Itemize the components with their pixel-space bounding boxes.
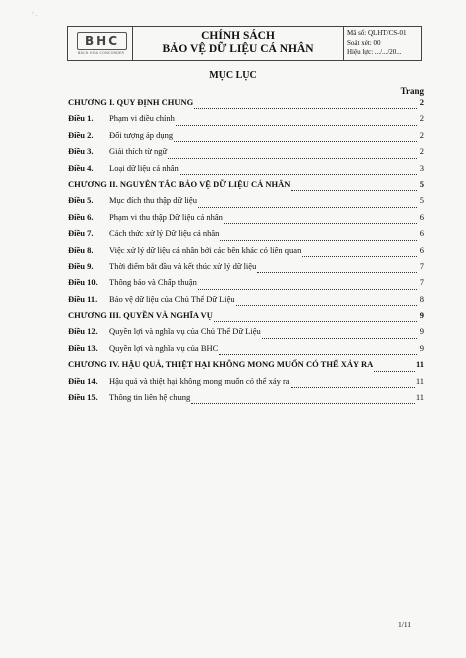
toc-leader-dots xyxy=(191,403,415,404)
toc-leader-dots xyxy=(219,354,417,355)
toc-page-number: 6 xyxy=(419,244,424,255)
toc-page-number: 9 xyxy=(419,310,424,321)
toc-article-number: Điều 1. xyxy=(68,113,94,124)
title-line-2: BẢO VỆ DỮ LIỆU CÁ NHÂN xyxy=(162,43,314,55)
toc-leader-dots xyxy=(198,289,417,290)
toc-entry-title: Hậu quả và thiệt hại không mong muốn có thể xảy ra xyxy=(109,375,290,386)
toc-entry-title: Bảo vệ dữ liệu của Chủ Thể Dữ Liệu xyxy=(109,293,235,304)
document-code: Mã số: QLHT/CS-01 xyxy=(347,29,407,37)
toc-entry-title: Thời điểm bắt đầu và kết thúc xử lý dữ liệu xyxy=(109,260,257,271)
toc-article-row[interactable] xyxy=(68,261,424,277)
toc-page-number: 11 xyxy=(415,359,424,370)
toc-entry-title: Phạm vi điều chỉnh xyxy=(109,113,175,124)
toc-article-row[interactable] xyxy=(68,130,424,146)
toc-leader-dots xyxy=(194,108,417,109)
toc-article-number: Điều 15. xyxy=(68,392,98,403)
toc-article-row[interactable] xyxy=(68,245,424,261)
toc-article-row[interactable] xyxy=(68,195,424,211)
toc-leader-dots xyxy=(214,321,417,322)
toc-leader-dots xyxy=(257,272,417,273)
toc-chapter-row[interactable] xyxy=(68,359,424,375)
toc-page-number: 11 xyxy=(415,392,424,403)
toc-title: MỤC LỤC xyxy=(209,70,257,81)
toc-article-number: Điều 3. xyxy=(68,146,94,157)
toc-article-number: Điều 2. xyxy=(68,129,94,140)
toc-leader-dots xyxy=(174,141,417,142)
toc-entry-title: Thông báo và Chấp thuận xyxy=(109,277,197,288)
toc-article-row[interactable] xyxy=(68,277,424,293)
toc-entry-title: Cách thức xử lý Dữ liệu cá nhân xyxy=(109,228,220,239)
toc-leader-dots xyxy=(180,174,417,175)
page-number: 1/11 xyxy=(398,620,412,629)
toc-page-number: 3 xyxy=(419,162,424,173)
toc-page-number: 9 xyxy=(419,342,424,353)
toc-page-number: 8 xyxy=(419,293,424,304)
toc-article-number: Điều 7. xyxy=(68,228,94,239)
toc-article-number: Điều 8. xyxy=(68,244,94,255)
toc-page-number: 11 xyxy=(415,375,424,386)
toc-article-number: Điều 5. xyxy=(68,195,94,206)
toc-entry-title: CHƯƠNG III. QUYỀN VÀ NGHĨA VỤ xyxy=(68,310,213,321)
logo-subtitle: BẢCH HÓA CONCORDER xyxy=(77,51,125,55)
toc-chapter-row[interactable] xyxy=(68,310,424,326)
toc-page-number: 9 xyxy=(419,326,424,337)
toc-article-number: Điều 9. xyxy=(68,260,94,271)
header-title xyxy=(133,27,344,60)
review-number: Soát xét: 00 xyxy=(347,38,381,47)
toc-page-number: 7 xyxy=(419,260,424,271)
toc-article-row[interactable] xyxy=(68,326,424,342)
toc-page-number: 5 xyxy=(419,195,424,206)
toc-article-row[interactable] xyxy=(68,113,424,129)
toc-leader-dots xyxy=(291,387,415,388)
toc-article-number: Điều 12. xyxy=(68,326,98,337)
toc-entry-title: Quyền lợi và nghĩa vụ của Chủ Thể Dữ Liệu xyxy=(109,326,261,337)
toc-chapter-row[interactable] xyxy=(68,97,424,113)
toc-page-number: 2 xyxy=(419,113,424,124)
scan-artifact: ‘ . xyxy=(32,12,37,18)
toc-page-number: 2 xyxy=(419,97,424,107)
toc-article-number: Điều 10. xyxy=(68,277,98,288)
table-of-contents xyxy=(68,97,424,408)
toc-page-number: 5 xyxy=(419,178,424,189)
toc-page-number: 2 xyxy=(419,146,424,157)
toc-page-number: 7 xyxy=(419,277,424,288)
toc-article-number: Điều 14. xyxy=(68,375,98,386)
toc-entry-title: CHƯƠNG I. QUY ĐỊNH CHUNG xyxy=(68,97,194,107)
toc-entry-title: Việc xử lý dữ liệu cá nhân bởi các bên khác có liên quan xyxy=(109,244,302,255)
toc-entry-title: Đối tượng áp dụng xyxy=(109,129,174,140)
page-column-label: Trang xyxy=(400,86,424,96)
document-header xyxy=(67,26,422,61)
toc-leader-dots xyxy=(198,207,417,208)
toc-article-row[interactable] xyxy=(68,392,424,408)
toc-page-number: 2 xyxy=(419,129,424,140)
header-meta xyxy=(344,27,421,60)
toc-article-row[interactable] xyxy=(68,163,424,179)
toc-leader-dots xyxy=(220,240,417,241)
toc-article-row[interactable] xyxy=(68,376,424,392)
toc-article-number: Điều 11. xyxy=(68,293,98,304)
toc-entry-title: Phạm vi thu thập Dữ liệu cá nhân xyxy=(109,211,223,222)
toc-leader-dots xyxy=(302,256,417,257)
toc-entry-title: Thông tin liên hệ chung xyxy=(109,392,191,403)
toc-entry-title: CHƯƠNG II. NGUYÊN TẮC BẢO VỆ DỮ LIỆU CÁ NHÂN xyxy=(68,178,291,189)
toc-entry-title: Giải thích từ ngữ xyxy=(109,146,168,157)
toc-chapter-row[interactable] xyxy=(68,179,424,195)
toc-article-row[interactable] xyxy=(68,228,424,244)
toc-article-row[interactable] xyxy=(68,343,424,359)
toc-leader-dots xyxy=(262,338,417,339)
toc-article-row[interactable] xyxy=(68,146,424,162)
effective-date: Hiệu lực: .../.../20... xyxy=(347,48,402,56)
toc-leader-dots xyxy=(176,125,417,126)
toc-leader-dots xyxy=(291,190,417,191)
toc-entry-title: Quyền lợi và nghĩa vụ của BHC xyxy=(109,342,219,353)
toc-entry-title: Loại dữ liệu cá nhân xyxy=(109,162,179,173)
toc-page-number: 6 xyxy=(419,211,424,222)
toc-article-number: Điều 13. xyxy=(68,342,98,353)
toc-article-row[interactable] xyxy=(68,294,424,310)
title-line-1: CHÍNH SÁCH xyxy=(201,30,275,42)
toc-page-number: 6 xyxy=(419,228,424,239)
toc-leader-dots xyxy=(224,223,417,224)
toc-leader-dots xyxy=(374,371,415,372)
toc-article-number: Điều 4. xyxy=(68,162,94,173)
logo-cell xyxy=(68,27,133,60)
toc-leader-dots xyxy=(236,305,417,306)
toc-entry-title: Mục đích thu thập dữ liệu xyxy=(109,195,197,206)
toc-article-row[interactable] xyxy=(68,212,424,228)
toc-leader-dots xyxy=(168,158,417,159)
toc-article-number: Điều 6. xyxy=(68,211,94,222)
company-logo: BHC xyxy=(77,32,127,50)
toc-entry-title: CHƯƠNG IV. HẬU QUẢ, THIỆT HẠI KHÔNG MONG MUỐN CÓ THỂ XẢY RA xyxy=(68,359,374,370)
